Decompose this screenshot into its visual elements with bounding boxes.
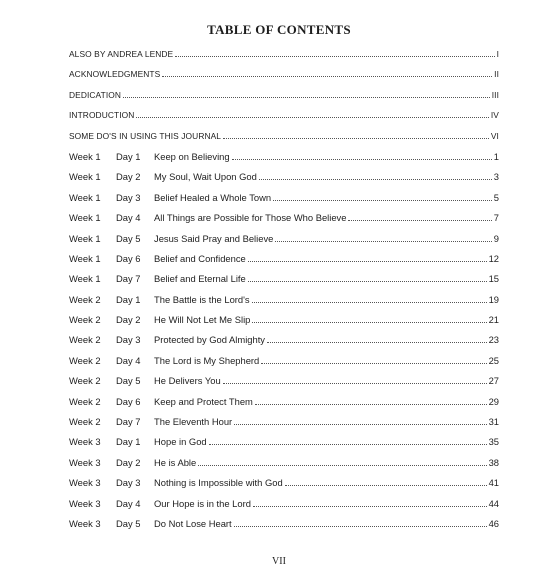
dot-leader xyxy=(162,69,492,77)
toc-entry-row[interactable] xyxy=(69,334,499,354)
toc-page-number: III xyxy=(491,89,499,100)
toc-day-label: Day 7 xyxy=(116,273,141,285)
toc-entry-row[interactable] xyxy=(69,151,499,171)
toc-entry-row[interactable] xyxy=(69,314,499,334)
table-of-contents xyxy=(69,49,499,538)
toc-entry-title: INTRODUCTION xyxy=(69,110,135,121)
toc-week-label: Week 2 xyxy=(69,416,101,428)
toc-week-label: Week 3 xyxy=(69,436,101,448)
toc-page-number: 21 xyxy=(488,314,499,326)
page-title: TABLE OF CONTENTS xyxy=(207,22,351,37)
toc-week-label: Week 2 xyxy=(69,354,101,366)
toc-entry-row[interactable] xyxy=(69,171,499,191)
toc-day-label: Day 5 xyxy=(116,375,141,387)
toc-entry-row[interactable] xyxy=(69,518,499,538)
toc-week-label: Week 3 xyxy=(69,477,101,489)
toc-day-label: Day 6 xyxy=(116,252,141,264)
toc-day-label: Day 5 xyxy=(116,517,141,529)
dot-leader xyxy=(261,356,486,364)
footer-page-number: VII xyxy=(272,556,286,567)
toc-week-label: Week 1 xyxy=(69,232,101,244)
dot-leader xyxy=(223,376,487,384)
toc-page-number: 25 xyxy=(488,354,499,366)
toc-page-number: IV xyxy=(490,110,499,121)
toc-day-label: Day 3 xyxy=(116,334,141,346)
dot-leader xyxy=(285,478,487,486)
toc-entry-row[interactable] xyxy=(69,233,499,253)
toc-entry-row[interactable] xyxy=(69,477,499,497)
toc-day-label: Day 4 xyxy=(116,212,141,224)
toc-front-matter-row[interactable] xyxy=(69,69,499,89)
toc-day-label: Day 4 xyxy=(116,354,141,366)
toc-entry-title: He is Able xyxy=(154,456,197,468)
toc-page-number: VI xyxy=(490,130,499,141)
toc-week-label: Week 2 xyxy=(69,334,101,346)
toc-entry-row[interactable] xyxy=(69,192,499,212)
toc-page-number: 15 xyxy=(488,273,499,285)
toc-entry-title: Protected by God Almighty xyxy=(154,334,265,346)
toc-day-label: Day 1 xyxy=(116,150,141,162)
toc-entry-title: ALSO BY ANDREA LENDE xyxy=(69,49,174,59)
toc-week-label: Week 3 xyxy=(69,497,101,509)
toc-week-label: Week 2 xyxy=(69,395,101,407)
toc-entry-title: Belief and Confidence xyxy=(154,252,246,264)
dot-leader xyxy=(267,335,487,343)
toc-week-label: Week 1 xyxy=(69,191,101,203)
dot-leader xyxy=(252,295,487,303)
toc-entry-title: The Battle is the Lord's xyxy=(154,293,250,305)
toc-entry-row[interactable] xyxy=(69,457,499,477)
toc-entry-title: He Will Not Let Me Slip xyxy=(154,314,251,326)
toc-entry-row[interactable] xyxy=(69,212,499,232)
dot-leader xyxy=(234,519,487,527)
toc-day-label: Day 5 xyxy=(116,232,141,244)
toc-day-label: Day 4 xyxy=(116,497,141,509)
toc-entry-title: All Things are Possible for Those Who Believe xyxy=(154,212,347,224)
toc-day-label: Day 6 xyxy=(116,395,141,407)
toc-entry-title: Do Not Lose Heart xyxy=(154,517,232,529)
dot-leader xyxy=(348,213,491,221)
dot-leader xyxy=(252,315,486,323)
toc-entry-title: He Delivers You xyxy=(154,375,221,387)
toc-entry-title: Our Hope is in the Lord xyxy=(154,497,251,509)
toc-page-number: 19 xyxy=(488,293,499,305)
dot-leader xyxy=(123,90,490,98)
toc-front-matter-row[interactable] xyxy=(69,49,499,69)
toc-entry-title: Hope in God xyxy=(154,436,207,448)
toc-entry-title: ACKNOWLEDGMENTS xyxy=(69,69,161,80)
toc-entry-row[interactable] xyxy=(69,375,499,395)
toc-entry-title: The Eleventh Hour xyxy=(154,416,233,428)
toc-day-label: Day 1 xyxy=(116,436,141,448)
toc-front-matter-row[interactable] xyxy=(69,110,499,130)
toc-front-matter-row[interactable] xyxy=(69,131,499,151)
toc-week-label: Week 1 xyxy=(69,273,101,285)
toc-page-number: 29 xyxy=(488,395,499,407)
toc-week-label: Week 3 xyxy=(69,456,101,468)
toc-entry-title: The Lord is My Shepherd xyxy=(154,354,260,366)
dot-leader xyxy=(232,152,492,160)
toc-page-number: 44 xyxy=(488,497,499,509)
toc-day-label: Day 2 xyxy=(116,456,141,468)
toc-week-label: Week 1 xyxy=(69,171,101,183)
toc-entry-row[interactable] xyxy=(69,396,499,416)
toc-entry-title: SOME DO'S IN USING THIS JOURNAL xyxy=(69,130,222,141)
toc-entry-title: Keep on Believing xyxy=(154,150,230,162)
toc-page-number: 38 xyxy=(488,456,499,468)
toc-day-label: Day 3 xyxy=(116,191,141,203)
dot-leader xyxy=(198,458,486,466)
dot-leader xyxy=(248,274,487,282)
toc-page-number: 3 xyxy=(493,171,499,183)
dot-leader xyxy=(234,417,486,425)
toc-entry-title: Jesus Said Pray and Believe xyxy=(154,232,274,244)
toc-page-number: 46 xyxy=(488,517,499,529)
dot-leader xyxy=(273,193,492,201)
toc-entry-title: Belief and Eternal Life xyxy=(154,273,246,285)
toc-week-label: Week 2 xyxy=(69,293,101,305)
toc-entry-title: My Soul, Wait Upon God xyxy=(154,171,257,183)
dot-leader xyxy=(175,49,494,57)
toc-page-number: 9 xyxy=(493,232,499,244)
toc-page-number: II xyxy=(494,69,499,80)
toc-day-label: Day 3 xyxy=(116,477,141,489)
dot-leader xyxy=(255,397,487,405)
toc-week-label: Week 2 xyxy=(69,314,101,326)
toc-day-label: Day 2 xyxy=(116,314,141,326)
toc-page-number: 23 xyxy=(488,334,499,346)
dot-leader xyxy=(253,499,487,507)
toc-page-number: 12 xyxy=(488,252,499,264)
toc-entry-row[interactable] xyxy=(69,253,499,273)
toc-page-number: I xyxy=(496,49,499,59)
toc-page-number: 1 xyxy=(493,150,499,162)
toc-entry-title: Belief Healed a Whole Town xyxy=(154,191,272,203)
toc-week-label: Week 1 xyxy=(69,150,101,162)
dot-leader xyxy=(259,172,492,180)
dot-leader xyxy=(223,131,489,139)
toc-entry-row[interactable] xyxy=(69,498,499,518)
dot-leader xyxy=(275,234,491,242)
dot-leader xyxy=(248,254,487,262)
toc-week-label: Week 1 xyxy=(69,252,101,264)
toc-page-number: 7 xyxy=(493,212,499,224)
toc-entry-row[interactable] xyxy=(69,355,499,375)
toc-page-number: 27 xyxy=(488,375,499,387)
toc-week-label: Week 3 xyxy=(69,517,101,529)
toc-day-label: Day 1 xyxy=(116,293,141,305)
toc-entry-title: DEDICATION xyxy=(69,89,122,100)
toc-page-number: 41 xyxy=(488,477,499,489)
toc-week-label: Week 1 xyxy=(69,212,101,224)
toc-entry-row[interactable] xyxy=(69,416,499,436)
toc-entry-title: Nothing is Impossible with God xyxy=(154,477,283,489)
toc-page-number: 31 xyxy=(488,416,499,428)
toc-page-number: 35 xyxy=(488,436,499,448)
toc-day-label: Day 2 xyxy=(116,171,141,183)
toc-day-label: Day 7 xyxy=(116,416,141,428)
toc-front-matter-row[interactable] xyxy=(69,90,499,110)
toc-page-number: 5 xyxy=(493,191,499,203)
dot-leader xyxy=(209,437,487,445)
toc-week-label: Week 2 xyxy=(69,375,101,387)
toc-entry-row[interactable] xyxy=(69,273,499,293)
toc-entry-row[interactable] xyxy=(69,436,499,456)
dot-leader xyxy=(136,110,488,118)
toc-entry-title: Keep and Protect Them xyxy=(154,395,253,407)
toc-entry-row[interactable] xyxy=(69,294,499,314)
